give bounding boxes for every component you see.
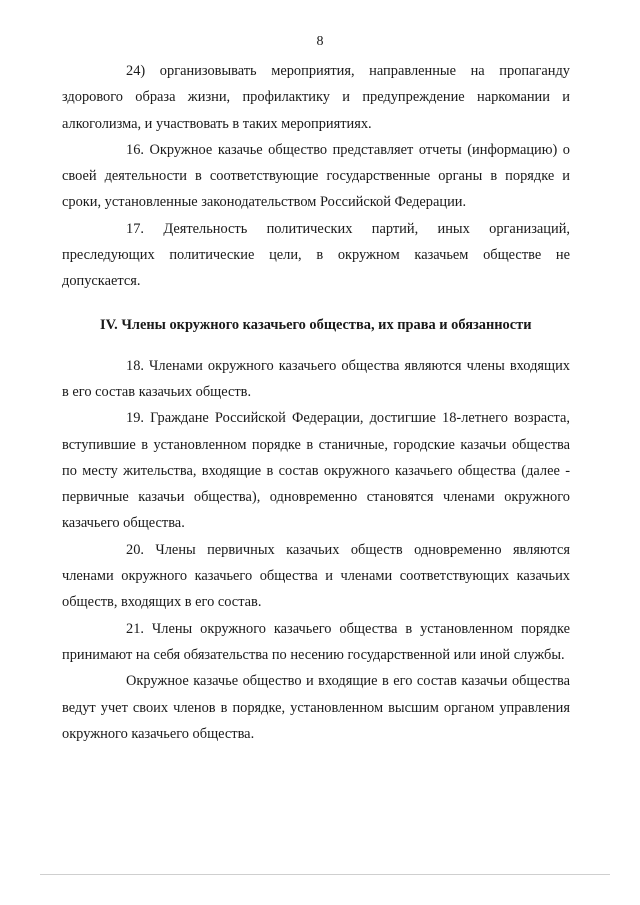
- paragraph-18: 18. Членами окружного казачьего общества являются члены входящих в его состав казачьих обществ.: [62, 357, 570, 400]
- paragraph-21: 21. Члены окружного казачьего общества в установленном порядке принимают на себя обязательства по несению государственной или иной службы.: [62, 620, 570, 663]
- paragraph-item-24: 24) организовывать мероприятия, направленные на пропаганду здорового образа жизни, профилактику и предупреждение наркомании и алкоголизма, и участвовать в таких мероприятиях.: [62, 63, 570, 132]
- document-body: [62, 58, 570, 747]
- page-bottom-divider: [40, 874, 610, 875]
- paragraph-19: 19. Граждане Российской Федерации, достигшие 18-летнего возраста, вступившие в установленном порядке в станичные, городские казачьи общества по месту жительства, входящие в состав окружного казачьего общества (далее - первичные казачьи общества), одновременно становятся членами окружного казачьего общества.: [62, 410, 570, 532]
- section-heading-iv: IV. Члены окружного казачьего общества, их права и обязанности: [100, 316, 532, 333]
- paragraph-17: 17. Деятельность политических партий, иных организаций, преследующих политические цели, в окружном казачьем обществе не допускается.: [62, 220, 570, 290]
- paragraph-20: 20. Члены первичных казачьих обществ одновременно являются членами окружного казачьего общества и членами соответствующих казачьих обществ, входящих в его состав.: [62, 541, 570, 611]
- page-number: 8: [316, 34, 324, 49]
- paragraph-16: 16. Окружное казачье общество представляет отчеты (информацию) о своей деятельности в соответствующие государственные органы в порядке и сроки, установленные законодательством Российской Федерации.: [62, 141, 570, 211]
- paragraph-21-continuation: Окружное казачье общество и входящие в его состав казачьи общества ведут учет своих членов в порядке, установленном высшим органом управления окружного казачьего общества.: [62, 673, 570, 742]
